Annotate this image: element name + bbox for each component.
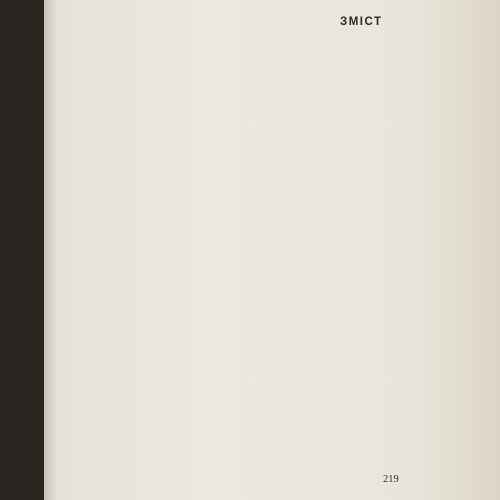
book-page <box>44 0 500 500</box>
page-heading: ЗМІСТ <box>340 16 383 28</box>
page-number: 219 <box>383 474 399 485</box>
